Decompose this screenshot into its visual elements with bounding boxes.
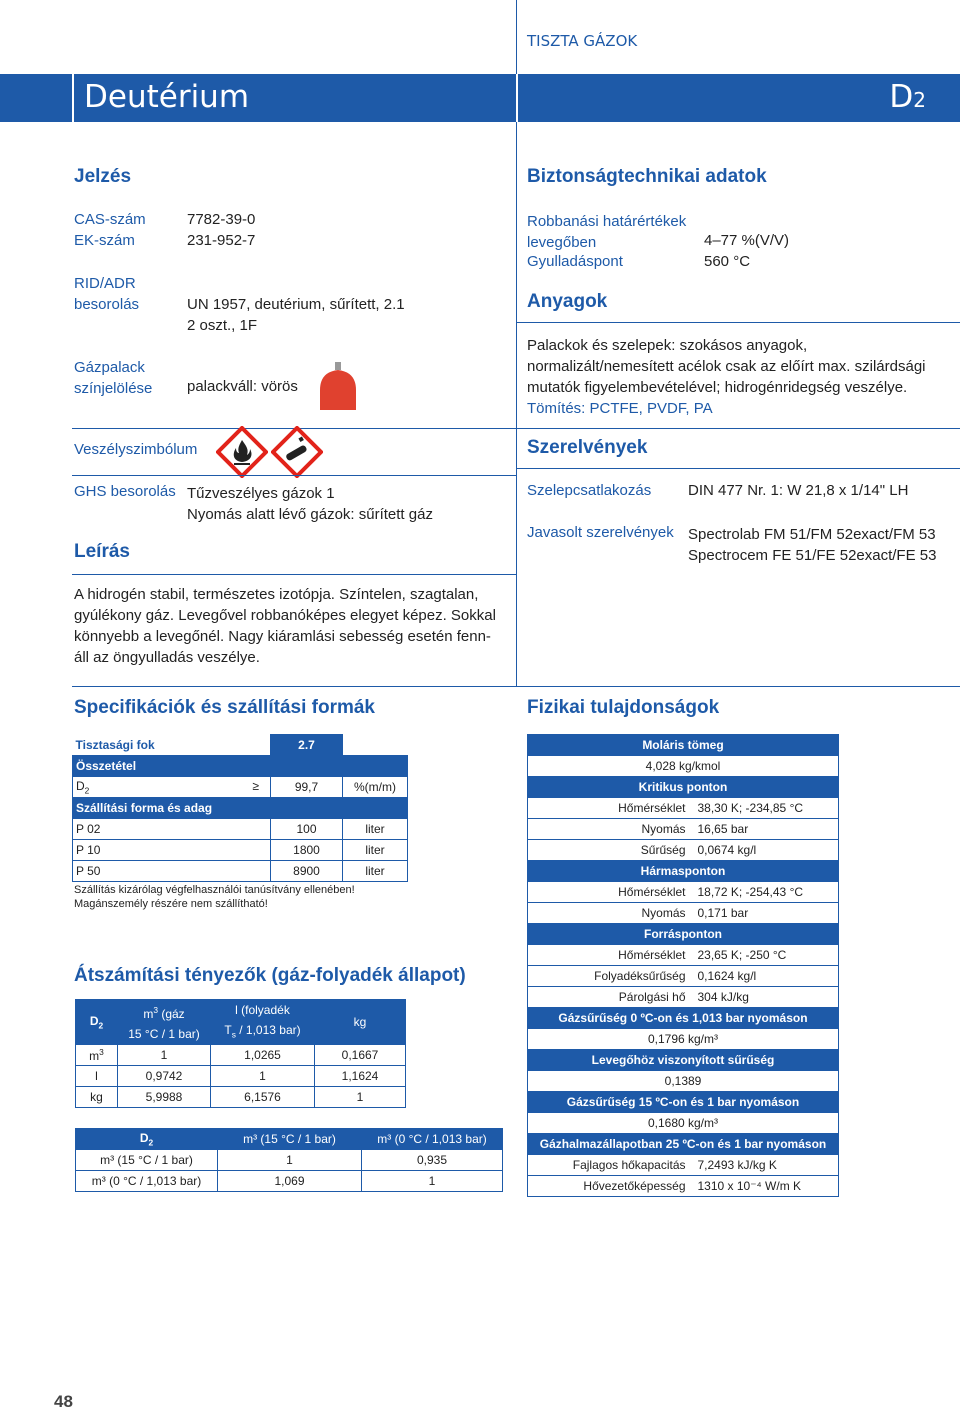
phys-row: Fajlagos hőkapacitás 7,2493 kJ/kg K xyxy=(528,1155,839,1176)
jav-label: Javasolt szerelvények xyxy=(527,524,674,541)
gas-cylinder-hazard-icon xyxy=(271,426,323,478)
gyull-value: 560 °C xyxy=(704,253,751,270)
phys-row: 0,1680 kg/m³ xyxy=(528,1113,839,1134)
conv-table-1: $D_2$ $m^3$ (gáz 15 °C / 1 bar) l (folyadék $T_s / 1,013$ bar) kg $m^3$ 1 1,0265 0,1667 l 0,9742 1 1,1624 kg 5,9988 6,1576 1 xyxy=(75,999,406,1108)
robbanas-label: Robbanási határértékek levegőben xyxy=(527,213,687,251)
category-label: TISZTA GÁZOK xyxy=(527,32,638,50)
biztonsag-heading: Biztonságtechnikai adatok xyxy=(527,166,767,187)
jav-value: Spectrolab FM 51/FM 52exact/FM 53 Spectrocem FE 51/FE 52exact/FE 53 xyxy=(688,526,937,564)
gaz-label: Gázpalack színjelölése xyxy=(74,359,153,397)
phys-row: Folyadéksűrűség 0,1624 kg/l xyxy=(528,966,839,987)
atszamitas-heading: Átszámítási tényezők (gáz-folyadék állapot) xyxy=(74,965,466,986)
veszely-label: Veszélyszimbólum xyxy=(74,441,198,458)
phys-row: 4,028 kg/kmol xyxy=(528,756,839,777)
leiras-heading: Leírás xyxy=(74,541,130,562)
formula: D2 xyxy=(889,79,926,115)
phys-row: Gázsűrűség 15 ºC-on és 1 bar nyomáson xyxy=(528,1092,839,1113)
anyagok-text: Palackok és szelepek: szokásos anyagok, normalizált/nemesített acélok csak az előírt max. szilárdsági mutatók figyelembevételével; hidrogénridegség veszélye. Tömítés: PCTFE, PVDF, PA xyxy=(527,337,926,417)
ek-value: 231-952-7 xyxy=(187,232,256,249)
phys-row: Moláris tömeg xyxy=(528,735,839,756)
phys-row: Gázsűrűség 0 ºC-on és 1,013 bar nyomáson xyxy=(528,1008,839,1029)
phys-row: Gázhalmazállapotban 25 ºC-on és 1 bar nyomáson xyxy=(528,1134,839,1155)
leiras-text: A hidrogén stabil, természetes izotópja. Színtelen, szagtalan, gyúlékony gáz. Levegővel robbanóképes elegyet képez. Sokkal könnyebb a levegőnél. Nagy kiáramlási sebesség esetén fenn- áll az öngyulladás veszélye. xyxy=(74,586,496,666)
phys-row: Párolgási hő 304 kJ/kg xyxy=(528,987,839,1008)
ek-label: EK-szám xyxy=(74,232,135,249)
phys-row: Nyomás 0,171 bar xyxy=(528,903,839,924)
phys-row: Forrásponton xyxy=(528,924,839,945)
phys-row: Kritikus ponton xyxy=(528,777,839,798)
title-bar xyxy=(0,74,960,122)
gas-cylinder-icon xyxy=(316,360,360,410)
physical-properties-table xyxy=(527,734,839,1197)
csatl-value: DIN 477 Nr. 1: W 21,8 x 1/14" LH xyxy=(688,482,909,499)
ghs-label: GHS besorolás xyxy=(74,483,176,500)
jelzes-heading: Jelzés xyxy=(74,166,132,187)
page-number: 48 xyxy=(54,1392,73,1411)
phys-row: Hőmérséklet 38,30 K; -234,85 °C xyxy=(528,798,839,819)
flame-hazard-icon xyxy=(216,426,268,478)
robbanas-value: 4–77 %(V/V) xyxy=(704,232,790,249)
ghs-value: Tűzveszélyes gázok 1 Nyomás alatt lévő gázok: sűrített gáz xyxy=(187,485,433,523)
phys-row: Hármasponton xyxy=(528,861,839,882)
conv-table-2: $D_2$ m³ (15 °C / 1 bar) m³ (0 °C / 1,013 bar) m³ (15 °C / 1 bar) 1 0,935 m³ (0 °C / 1,013 bar) 1,069 1 xyxy=(75,1128,503,1192)
spec-table: Tisztasági fok 2.7 Összetétel $D_2$ ≥ 99,7 %(m/m) Szállítási forma és adag P 02 100 liter P 10 1800 liter P 50 8900 liter xyxy=(72,734,408,882)
spec-heading: Specifikációk és szállítási formák xyxy=(74,697,375,718)
phys-row: Hővezetőképesség 1310 x 10⁻⁴ W/m K xyxy=(528,1176,839,1197)
fizikai-heading: Fizikai tulajdonságok xyxy=(527,697,720,718)
phys-row: 0,1389 xyxy=(528,1071,839,1092)
phys-row: Nyomás 16,65 bar xyxy=(528,819,839,840)
gaz-value: palackváll: vörös xyxy=(187,378,298,395)
phys-row: 0,1796 kg/m³ xyxy=(528,1029,839,1050)
spec-note: Szállítás kizárólag végfelhasználói tanúsítvány ellenében! Magánszemély részére nem szállítható! xyxy=(74,884,355,910)
phys-row: Hőmérséklet 18,72 K; -254,43 °C xyxy=(528,882,839,903)
anyagok-heading: Anyagok xyxy=(527,291,608,312)
szerelvenyek-heading: Szerelvények xyxy=(527,437,648,458)
phys-row: Hőmérséklet 23,65 K; -250 °C xyxy=(528,945,839,966)
rid-label: RID/ADR besorolás xyxy=(74,275,140,313)
phys-row: Sűrűség 0,0674 kg/l xyxy=(528,840,839,861)
phys-row: Levegőhöz viszonyított sűrűség xyxy=(528,1050,839,1071)
csatl-label: Szelepcsatlakozás xyxy=(527,482,652,499)
cas-value: 7782-39-0 xyxy=(187,211,256,228)
rid-value: UN 1957, deutérium, sűrített, 2.1 2 oszt., 1F xyxy=(187,296,405,334)
page-title: Deutérium xyxy=(84,79,250,115)
gyull-label: Gyulladáspont xyxy=(527,253,623,270)
cas-label: CAS-szám xyxy=(74,211,146,228)
